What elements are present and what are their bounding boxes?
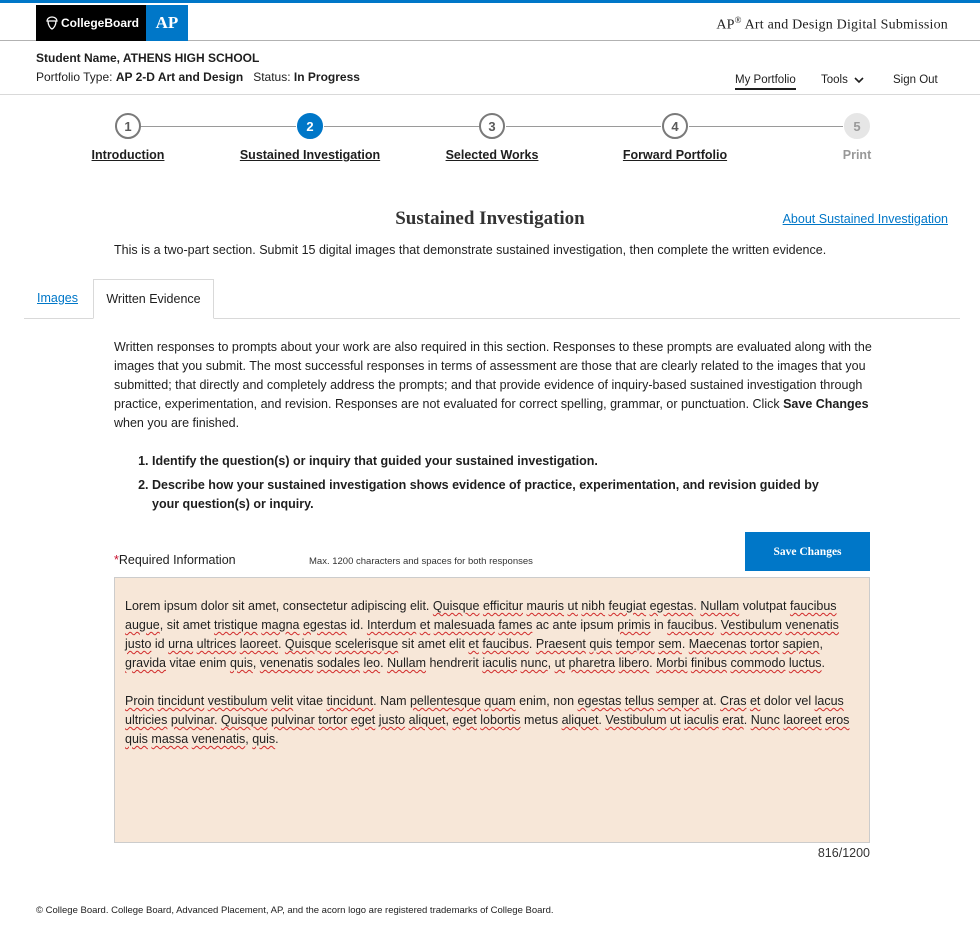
misspelled-word: erat (722, 713, 744, 727)
misspelled-word: feugiat (608, 599, 647, 613)
misspelled-word: venenatis (785, 618, 839, 632)
student-name: Student Name, ATHENS HIGH SCHOOL (36, 51, 260, 65)
misspelled-word: Maecenas (688, 637, 747, 651)
portfolio-type-label: Portfolio Type: (36, 70, 116, 84)
step-forward-portfolio[interactable]: Forward Portfolio (622, 148, 728, 162)
misspelled-word: augue (125, 618, 160, 632)
step-print: Print (842, 148, 872, 162)
misspelled-word: eget (452, 713, 477, 727)
response-paragraph-1: Lorem ipsum dolor sit amet, consectetur adipiscing elit. Quisque efficitur mauris ut nibh feugiat egestas. Nullam volutpat faucibus augue, sit amet tristique magna egestas id. Interdum et malesuada fames ac ante ipsum primis in faucibus. Vestibulum venenatis justo id urna ultrices laoreet. Quisque scelerisque sit amet elit et faucibus. Praesent quis tempor sem. Maecenas tortor sapien, gravida vitae enim quis, venenatis sodales leo. Nullam hendrerit iaculis nunc, ut pharetra libero. Morbi finibus commodo luctus. (125, 599, 839, 670)
misspelled-word: quis (589, 637, 613, 651)
ap-logo[interactable] (146, 5, 188, 41)
misspelled-word: Praesent (535, 637, 586, 651)
app-title-rest: Art and Design Digital Submission (741, 17, 948, 33)
misspelled-word: eget (350, 713, 376, 727)
misspelled-word: aliquet (408, 713, 446, 727)
prompt-item: 2. Describe how your sustained investigation shows evidence of practice, experimentation, and revision guided by your question(s) or inquiry. (152, 476, 824, 514)
misspelled-word: quis (125, 732, 148, 746)
misspelled-word: sem (658, 637, 682, 651)
misspelled-word: tincidunt (326, 694, 374, 708)
misspelled-word: ut (670, 713, 681, 727)
misspelled-word: Nullam (387, 656, 426, 670)
misspelled-word: leo (363, 656, 381, 670)
max-characters-note: Max. 1200 characters and spaces for both responses (309, 556, 533, 567)
misspelled-word: fames (498, 618, 533, 632)
required-label: Required Information (118, 553, 236, 567)
misspelled-word: justo (125, 637, 152, 651)
misspelled-word: Morbi (656, 656, 688, 670)
misspelled-word: scelerisque (334, 637, 399, 651)
ap-logo-text: AP (155, 13, 179, 32)
instructions-text (114, 338, 874, 433)
misspelled-word: eros (825, 713, 850, 727)
step-connector (506, 126, 661, 127)
misspelled-word: laoreet (783, 713, 822, 727)
misspelled-word: urna (168, 637, 194, 651)
misspelled-word: quis (229, 656, 253, 670)
misspelled-word: efficitur (482, 599, 524, 613)
misspelled-word: commodo (730, 656, 786, 670)
app-title (716, 15, 948, 34)
misspelled-word: tellus (624, 694, 654, 708)
misspelled-word: pellentesque (409, 694, 481, 708)
step-selected-works[interactable]: Selected Works (445, 148, 539, 162)
app-header (0, 3, 980, 41)
misspelled-word: libero (618, 656, 650, 670)
required-star: * (114, 553, 119, 567)
misspelled-word: malesuada (433, 618, 495, 632)
save-changes-button[interactable]: Save Changes (745, 532, 870, 571)
step-sustained-investigation[interactable]: Sustained Investigation (239, 148, 381, 162)
misspelled-word: tortor (749, 637, 780, 651)
misspelled-word: sodales (316, 656, 360, 670)
instructions-body: Written responses to prompts about your work are also required in this section. Responses to these prompts are evaluated along with the images that you submit. The most successful responses in terms of assessment are those that are clearly related to the images that you submitted; that directly and completely address the prompts; and that provide evidence of inquiry-based sustained investigation through practice, experimentation, and revision. Responses are not evaluated for correct spelling, grammar, or punctuation. Click (114, 340, 872, 411)
misspelled-word: pulvinar (170, 713, 214, 727)
misspelled-word: quis (252, 732, 276, 746)
footer-copyright: © College Board. College Board, Advanced Placement, AP, and the acorn logo are registered trademarks of College Board. (36, 905, 554, 916)
misspelled-word: sapien (782, 637, 820, 651)
chevron-down-icon (854, 76, 864, 84)
misspelled-word: et (468, 637, 479, 651)
misspelled-word: finibus (690, 656, 728, 670)
misspelled-word: gravida (125, 656, 166, 670)
misspelled-word: venenatis (191, 732, 246, 746)
misspelled-word: faucibus (667, 618, 714, 632)
tab-images[interactable]: Images (37, 291, 78, 305)
misspelled-word: pharetra (568, 656, 616, 670)
portfolio-info (36, 70, 360, 84)
misspelled-word: nunc (520, 656, 548, 670)
misspelled-word: luctus (788, 656, 822, 670)
written-response-textarea[interactable] (114, 577, 870, 843)
nav-tools[interactable] (821, 74, 864, 86)
misspelled-word: faucibus (482, 637, 529, 651)
acorn-icon (46, 16, 58, 30)
required-info (114, 553, 236, 567)
step-1-circle[interactable]: 1 (115, 113, 141, 139)
misspelled-word: ut (554, 656, 566, 670)
misspelled-word: quam (484, 694, 516, 708)
misspelled-word: egestas (649, 599, 694, 613)
misspelled-word: nibh (581, 599, 606, 613)
misspelled-word: magna (261, 618, 300, 632)
student-info-bar (0, 42, 980, 95)
about-sustained-investigation-link[interactable]: About Sustained Investigation (782, 212, 948, 226)
misspelled-word: mauris (526, 599, 565, 613)
misspelled-word: ultrices (196, 637, 237, 651)
misspelled-word: pulvinar (270, 713, 315, 727)
section-tabs (24, 279, 960, 319)
tab-written-evidence[interactable]: Written Evidence (93, 279, 214, 319)
nav-my-portfolio[interactable]: My Portfolio (735, 74, 796, 90)
prompt-list (134, 452, 824, 519)
collegeboard-logo[interactable] (36, 5, 146, 41)
step-3-circle[interactable]: 3 (479, 113, 505, 139)
misspelled-word: faucibus (789, 599, 837, 613)
misspelled-word: et (419, 618, 431, 632)
instructions-bold: Save Changes (783, 397, 869, 411)
status-label: Status: (253, 70, 294, 84)
misspelled-word: ut (567, 599, 578, 613)
misspelled-word: velit (270, 694, 294, 708)
misspelled-word: lacus (814, 694, 844, 708)
misspelled-word: laoreet (239, 637, 278, 651)
misspelled-word: Proin (125, 694, 155, 708)
misspelled-word: aliquet (561, 713, 599, 727)
misspelled-word: egestas (577, 694, 622, 708)
prompt-item: 1. Identify the question(s) or inquiry that guided your sustained investigation. (152, 452, 824, 471)
misspelled-word: lobortis (480, 713, 521, 727)
misspelled-word: Vestibulum (720, 618, 782, 632)
misspelled-word: Vestibulum (605, 713, 667, 727)
character-counter: 816/1200 (817, 846, 870, 860)
step-connector (324, 126, 479, 127)
step-5-circle: 5 (844, 113, 870, 139)
misspelled-word: vestibulum (207, 694, 268, 708)
misspelled-word: egestas (302, 618, 347, 632)
step-introduction[interactable]: Introduction (91, 148, 165, 162)
misspelled-word: iaculis (683, 713, 719, 727)
misspelled-word: iaculis (482, 656, 518, 670)
progress-stepper (0, 112, 980, 172)
nav-sign-out[interactable]: Sign Out (893, 74, 938, 86)
registered-mark: ® (734, 15, 742, 25)
misspelled-word: Nullam (700, 599, 740, 613)
misspelled-word: et (749, 694, 761, 708)
page-title: Sustained Investigation (395, 208, 585, 229)
misspelled-word: massa (151, 732, 189, 746)
status-value: In Progress (293, 70, 360, 84)
misspelled-word: tristique (214, 618, 258, 632)
misspelled-word: Cras (720, 694, 747, 708)
misspelled-word: Interdum (366, 618, 417, 632)
misspelled-word: ultricies (125, 713, 168, 727)
step-2-circle[interactable]: 2 (297, 113, 323, 139)
misspelled-word: Quisque (220, 713, 268, 727)
misspelled-word: primis (617, 618, 651, 632)
misspelled-word: tortor (318, 713, 348, 727)
misspelled-word: semper (657, 694, 700, 708)
misspelled-word: venenatis (259, 656, 314, 670)
misspelled-word: justo (378, 713, 406, 727)
step-4-circle[interactable]: 4 (662, 113, 688, 139)
instructions-end: when you are finished. (114, 416, 240, 430)
misspelled-word: Quisque (432, 599, 480, 613)
step-connector (689, 126, 843, 127)
misspelled-word: Nunc (750, 713, 780, 727)
portfolio-type-value: AP 2-D Art and Design (115, 70, 244, 84)
collegeboard-wordmark: CollegeBoard (61, 16, 140, 30)
app-title-prefix: AP (716, 17, 735, 33)
response-paragraph-2: Proin tincidunt vestibulum velit vitae tincidunt. Nam pellentesque quam enim, non egestas tellus semper at. Cras et dolor vel lacus ultricies pulvinar. Quisque pulvinar tortor eget justo aliquet, eget lobortis metus aliquet. Vestibulum ut iaculis erat. Nunc laoreet eros quis massa venenatis, quis. (125, 694, 850, 746)
nav-tools-label: Tools (821, 74, 848, 86)
misspelled-word: Quisque (284, 637, 332, 651)
misspelled-word: tempor (615, 637, 655, 651)
section-intro: This is a two-part section. Submit 15 digital images that demonstrate sustained investigation, then complete the written evidence. (114, 243, 827, 257)
misspelled-word: tincidunt (157, 694, 205, 708)
step-connector (141, 126, 296, 127)
